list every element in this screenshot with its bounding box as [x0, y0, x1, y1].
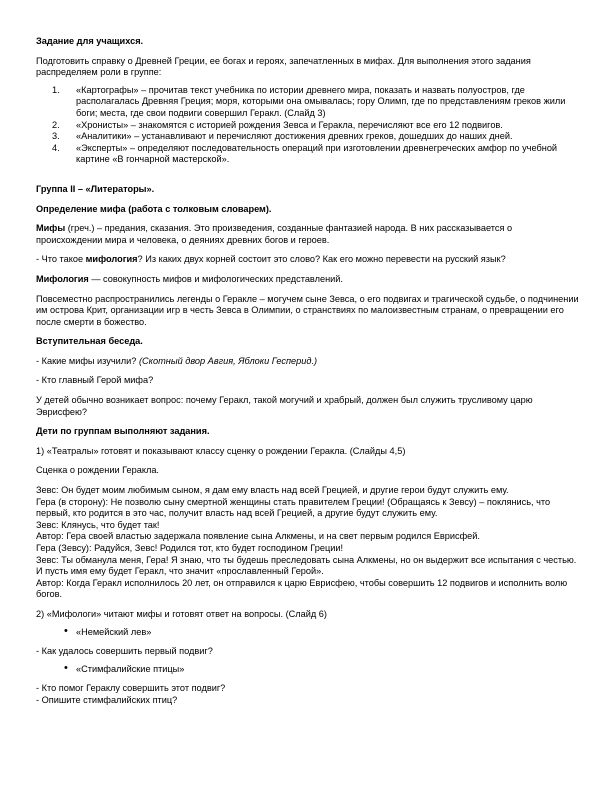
myth-definition-heading: Определение мифа (работа с толковым словарем). — [36, 203, 272, 214]
scene-line: Зевс: Ты обманула меня, Гера! Я знаю, что ты будешь преследовать сына Алкмены, но он выдержит все испытания с честью. И пусть имя ему будет Геракл, что значит «прославленный Герой». — [36, 554, 577, 577]
role-analysts: «Аналитики» – устанавливают и перечисляют достижения древних греков, дошедших до наших дней. — [76, 131, 513, 142]
tasks-heading: Дети по группам выполняют задания. — [36, 426, 210, 437]
myths-term: Мифы — [36, 223, 66, 234]
scene-line: Зевс: Клянусь, что будет так! — [36, 519, 160, 530]
mythology-definition-text: — совокупность мифов и мифологических представлений. — [88, 273, 343, 284]
myth-item-nemean-lion: • «Немейский лев» — [76, 627, 580, 639]
assignment-heading: Задание для учащихся. — [36, 36, 144, 46]
roles-list — [36, 85, 580, 166]
myth-item-stymphalian-birds: • «Стимфалийские птицы» — [76, 664, 580, 676]
scene-line: Зевс: Он будет моим любимым сыном, я дам ему власть над всей Грецией, и другие герои будут служить ему. — [36, 485, 509, 496]
task-2: 2) «Мифологи» читают мифы и готовят ответ на вопросы. (Слайд 6) — [36, 608, 327, 619]
myths-definition-text: (греч.) – предания, сказания. Это произведения, созданные фантазией народа. В них рассказывается о происхождении мира и человека, о деяниях древних богов и героев. — [36, 223, 513, 245]
intro-question-1 — [36, 356, 580, 368]
intro-question-1-answer: (Скотный двор Авгия, Яблоки Гесперид.) — [138, 355, 318, 366]
scene-line: Автор: Когда Геракл исполнилось 20 лет, он отправился к царю Еврисфею, чтобы совершить 12 подвигов и исполнить волю богов. — [36, 577, 568, 600]
heracles-legends-paragraph: Повсеместно распространились легенды о Геракле – могучем сыне Зевса, о его подвигах и трагической судьбе, о подчинении им острова Крит, организации игр в честь Зевса в Олимпии, о странствиях по малоизвестным странам, о превращении его после смерти в божество. — [36, 293, 579, 327]
group2-heading: Группа II – «Литераторы». — [36, 183, 155, 194]
mythology-definition — [36, 274, 580, 286]
document-page — [36, 36, 580, 707]
mythology-question — [36, 254, 580, 266]
role-chroniclers: «Хронисты» – знакомятся с историей рождения Зевса и Геракла, перечисляют все его 12 подвигов. — [76, 119, 503, 130]
myth-list-1 — [36, 627, 580, 639]
task-1: 1) «Театралы» готовят и показывают классу сценку о рождении Геракла. (Слайды 4,5) — [36, 445, 406, 456]
question-helper: - Кто помог Гераклу совершить этот подвиг? — [36, 683, 226, 694]
assignment-intro: Подготовить справку о Древней Греции, ее богах и героях, запечатленных в мифах. Для выполнения этого задания распределяем роли в группе: — [36, 55, 531, 78]
mythology-question-pre: - Что такое — [36, 254, 86, 265]
scene-line: Гера (Зевсу): Радуйся, Зевс! Родился тот, кто будет господином Греции! — [36, 543, 344, 553]
scene-dialogue — [36, 485, 580, 601]
role-experts: «Эксперты» – определяют последовательность операций при изготовлении древнегреческих амфор по учебной картине «В гончарной мастерской». — [76, 142, 558, 165]
scene-line: Автор: Гера своей властью задержала появление сына Алкмены, и на свет первым родился Еврисфей. — [36, 531, 480, 542]
myths-definition — [36, 223, 580, 246]
question-first-feat: - Как удалось совершить первый подвиг? — [36, 646, 213, 657]
mythology-question-term: мифология — [85, 254, 138, 265]
scene-title: Сценка о рождении Геракла. — [36, 465, 159, 476]
mythology-term: Мифология — [36, 273, 89, 284]
intro-note: У детей обычно возникает вопрос: почему Геракл, такой могучий и храбрый, должен был служить трусливому царю Эврисфею? — [36, 395, 533, 417]
mythology-question-post: ? Из каких двух корней состоит это слово? Как его можно перевести на русский язык? — [137, 254, 506, 265]
myth-list-2 — [36, 664, 580, 676]
intro-question-1-text: - Какие мифы изучили? — [36, 355, 139, 366]
intro-question-2: - Кто главный Герой мифа? — [36, 375, 154, 386]
question-describe-birds: - Опишите стимфалийских птиц? — [36, 694, 178, 705]
role-cartographers: «Картографы» – прочитав текст учебника по истории древнего мира, показать и назвать полуостров, где располагалась Древняя Греция; моря, которыми она омывалась; гору Олимп, где по представлениям греков жили боги; места, где свои подвиги совершил Геракл. (Слайд 3) — [76, 84, 566, 118]
intro-talk-heading: Вступительная беседа. — [36, 336, 143, 347]
scene-line: Гера (в сторону): Не позволю сыну смертной женщины стать правителем Греции! (Обращаясь к Зевсу) – поклянись, что первый, кто родится в это час, получит власть над всей Грецией, а другие будут служить ему. — [36, 496, 551, 519]
